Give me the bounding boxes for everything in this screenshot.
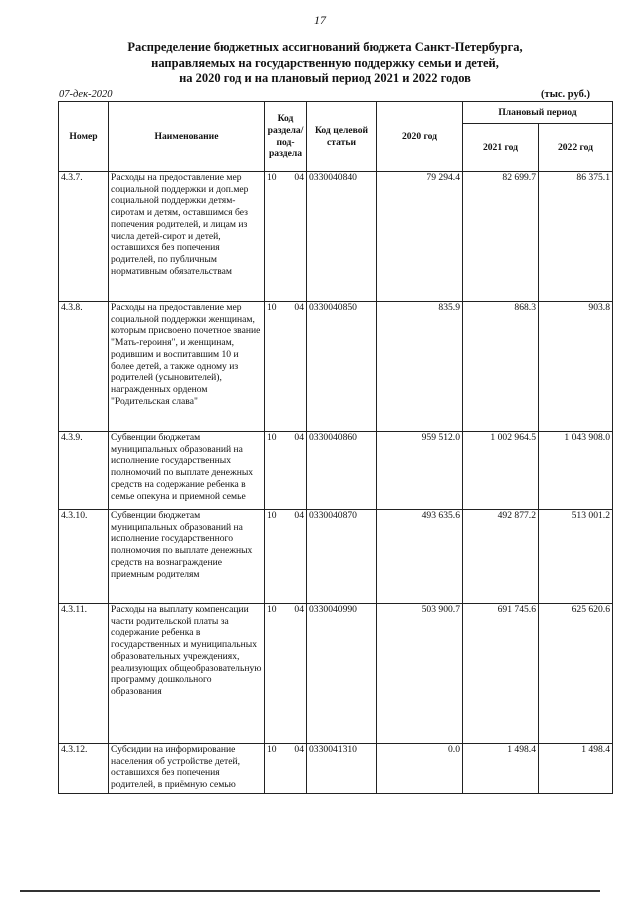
table-row	[59, 744, 613, 794]
row-value-2021: 1 002 964.5	[463, 432, 539, 510]
budget-table	[58, 101, 613, 794]
header-number: Номер	[59, 102, 109, 172]
header-target-code: Код целевой статьи	[307, 102, 377, 172]
table-row	[59, 172, 613, 302]
row-subsection: 04	[294, 604, 304, 615]
row-section-code	[265, 172, 307, 302]
row-value-2022: 903.8	[539, 302, 613, 432]
row-name: Расходы на выплату компенсации части родительской платы за содержание ребенка в государственных и муниципальных образовательных учреждениях, реализующих общеобразовательную программу дошкольного образования	[109, 604, 265, 744]
row-value-2021: 82 699.7	[463, 172, 539, 302]
row-subsection: 04	[294, 302, 304, 313]
title-line-1: Распределение бюджетных ассигнований бюджета Санкт-Петербурга,	[127, 40, 523, 54]
row-value-2020: 0.0	[377, 744, 463, 794]
document-title	[60, 40, 590, 87]
row-value-2022: 1 498.4	[539, 744, 613, 794]
row-target-code: 0330040990	[307, 604, 377, 744]
bottom-divider	[20, 890, 600, 892]
table-body	[59, 172, 613, 794]
header-plan-period: Плановый период	[463, 102, 613, 124]
row-section-code	[265, 510, 307, 604]
row-value-2021: 868.3	[463, 302, 539, 432]
row-section-code	[265, 604, 307, 744]
document-date: 07-дек-2020	[59, 89, 113, 100]
row-value-2021: 492 877.2	[463, 510, 539, 604]
row-section-code	[265, 432, 307, 510]
row-value-2021: 1 498.4	[463, 744, 539, 794]
row-target-code: 0330040870	[307, 510, 377, 604]
row-name: Субсидии на информирование населения об устройстве детей, оставшихся без попечения родителей, в приёмную семью	[109, 744, 265, 794]
row-value-2022: 1 043 908.0	[539, 432, 613, 510]
row-number: 4.3.12.	[59, 744, 109, 794]
row-number: 4.3.11.	[59, 604, 109, 744]
row-section-code	[265, 744, 307, 794]
row-section: 10	[267, 172, 277, 183]
header-year-2021: 2021 год	[463, 124, 539, 172]
row-section: 10	[267, 744, 277, 755]
row-section: 10	[267, 510, 277, 521]
header-year-2020: 2020 год	[377, 102, 463, 172]
table-row	[59, 604, 613, 744]
row-target-code: 0330040850	[307, 302, 377, 432]
table-row	[59, 302, 613, 432]
row-value-2020: 503 900.7	[377, 604, 463, 744]
row-subsection: 04	[294, 432, 304, 443]
table-row	[59, 432, 613, 510]
title-line-2: направляемых на государственную поддержку семьи и детей,	[151, 55, 499, 70]
row-value-2020: 959 512.0	[377, 432, 463, 510]
header-name: Наименование	[109, 102, 265, 172]
header-year-2022: 2022 год	[539, 124, 613, 172]
row-number: 4.3.10.	[59, 510, 109, 604]
row-number: 4.3.9.	[59, 432, 109, 510]
row-value-2020: 835.9	[377, 302, 463, 432]
page-number: 17	[314, 13, 326, 27]
row-target-code: 0330040860	[307, 432, 377, 510]
row-value-2022: 86 375.1	[539, 172, 613, 302]
row-name: Субвенции бюджетам муниципальных образований на исполнение государственных полномочий по выплате денежных средств на содержание ребенка в семье опекуна и приемной семье	[109, 432, 265, 510]
row-value-2020: 79 294.4	[377, 172, 463, 302]
row-section-code	[265, 302, 307, 432]
row-section: 10	[267, 302, 277, 313]
header-section-code: Код раздела/ под- раздела	[265, 102, 307, 172]
row-value-2021: 691 745.6	[463, 604, 539, 744]
table-row	[59, 510, 613, 604]
row-name: Расходы на предоставление мер социальной поддержки и доп.мер социальной поддержки детям-сиротам и детям, оставшимся без попечения родителей, и лицам из числа детей-сирот и детей, оставшихся без попечения родителей, по публичным нормативным обязательствам	[109, 172, 265, 302]
row-subsection: 04	[294, 744, 304, 755]
row-name: Субвенции бюджетам муниципальных образований на исполнение государственного полномочия по выплате денежных средств на вознаграждение приемным родителям	[109, 510, 265, 604]
row-section: 10	[267, 432, 277, 443]
row-value-2022: 625 620.6	[539, 604, 613, 744]
row-value-2020: 493 635.6	[377, 510, 463, 604]
row-number: 4.3.7.	[59, 172, 109, 302]
row-number: 4.3.8.	[59, 302, 109, 432]
row-subsection: 04	[294, 510, 304, 521]
units-label: (тыс. руб.)	[541, 89, 590, 100]
row-target-code: 0330041310	[307, 744, 377, 794]
row-subsection: 04	[294, 172, 304, 183]
row-target-code: 0330040840	[307, 172, 377, 302]
title-line-3: на 2020 год и на плановый период 2021 и 2022 годов	[179, 71, 471, 85]
row-name: Расходы на предоставление мер социальной поддержки женщинам, которым присвоено почетное звание "Мать-героиня", и женщинам, родившим и воспитавшим 10 и более детей, а также одному из родителей (усыновителей), награжденных орденом "Родительская слава"	[109, 302, 265, 432]
row-value-2022: 513 001.2	[539, 510, 613, 604]
row-section: 10	[267, 604, 277, 615]
